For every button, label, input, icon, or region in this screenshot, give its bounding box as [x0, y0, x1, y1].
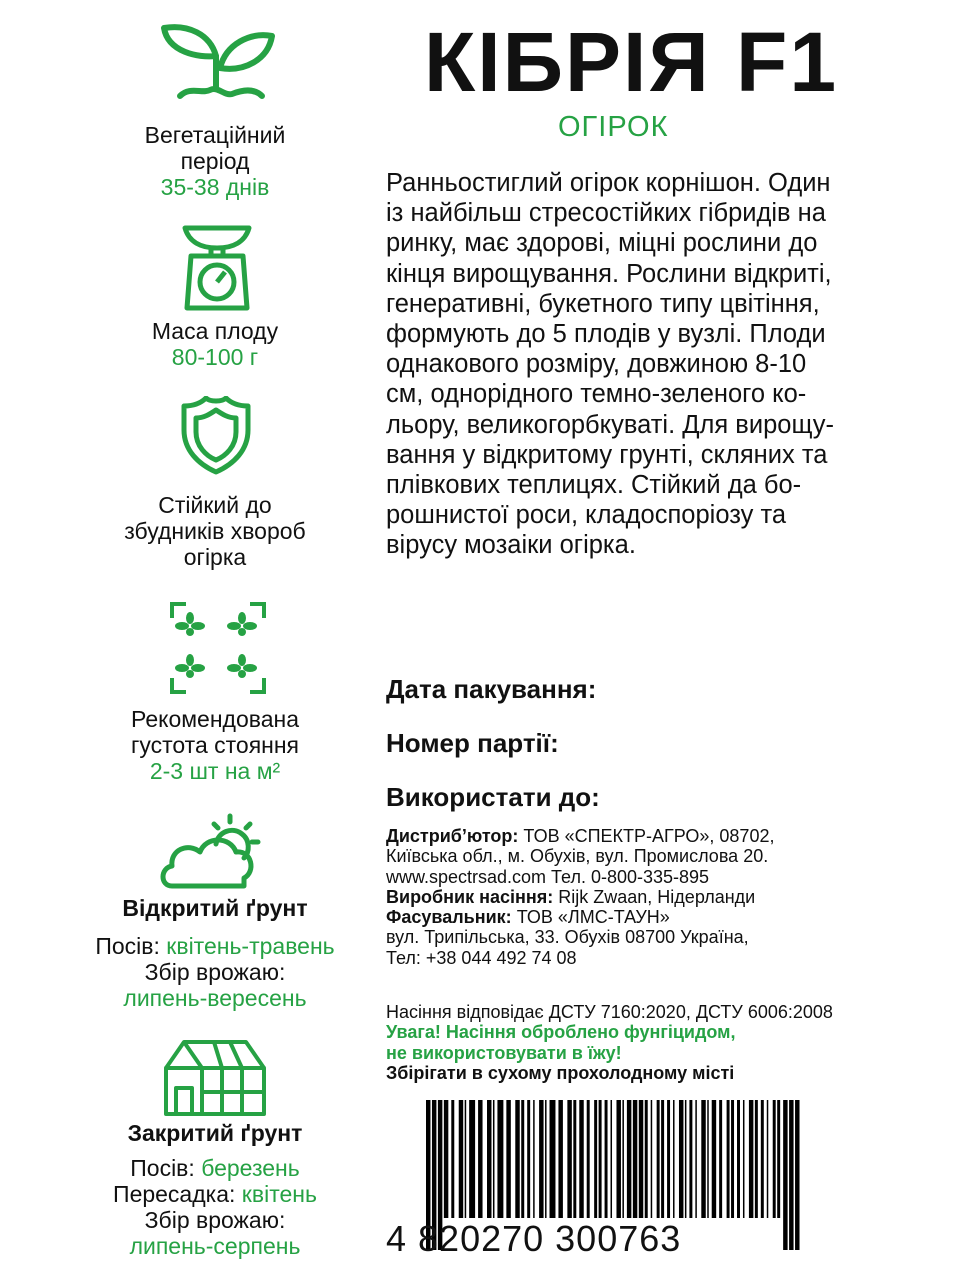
- desc-line: рошнистої роси, кладоспоріозу та: [386, 501, 787, 530]
- distributor-address: Київська обл., м. Обухів, вул. Промислова 20.: [386, 846, 769, 867]
- packer-address: вул. Трипільська, 33. Обухів 08700 Україна,: [386, 927, 749, 948]
- desc-line: льору, великогорбкуваті. Для вирощу-: [386, 410, 834, 439]
- feature-column: [0, 0, 430, 1266]
- barcode-bar: [773, 1100, 776, 1218]
- barcode-bar: [777, 1100, 780, 1218]
- batch-number-field: Номер партії:: [386, 728, 559, 758]
- product-title: КІБРІЯ F1: [424, 15, 839, 109]
- barcode-bar: [707, 1100, 709, 1218]
- open-harvest-label: Збір врожаю:: [144, 959, 286, 985]
- distributor-label: Дистриб’ютор:: [386, 826, 519, 846]
- barcode-bar: [527, 1100, 530, 1218]
- vegetation-value: 35-38 днів: [160, 174, 270, 200]
- closed-transplant-label: Пересадка:: [113, 1181, 236, 1207]
- barcode-bar: [550, 1100, 556, 1218]
- closed-sow-label: Посів:: [130, 1155, 195, 1181]
- vegetation-label-2: період: [180, 148, 250, 174]
- barcode-bar: [712, 1100, 716, 1218]
- producer-label: Виробник насіння:: [386, 886, 554, 907]
- barcode-bar: [451, 1100, 454, 1218]
- product-subtitle: ОГІРОК: [558, 111, 669, 143]
- barcode-bar: [761, 1100, 764, 1218]
- desc-line: із найбільш стресостійких гібридів на: [386, 199, 826, 228]
- barcode-bar: [558, 1100, 562, 1218]
- density-label-1: Рекомендована: [131, 706, 299, 732]
- product-description: [386, 168, 886, 561]
- packer-label: Фасувальник:: [386, 907, 512, 928]
- open-sow-value: квітень-травень: [166, 933, 335, 959]
- barcode-bar: [539, 1100, 543, 1218]
- closed-sow-row: [0, 1155, 430, 1181]
- barcode-bar: [605, 1100, 608, 1218]
- packer-phone: Тел: +38 044 492 74 08: [386, 947, 577, 968]
- resist-label-2: збудників хвороб: [124, 518, 306, 544]
- sun-cloud-icon: [158, 812, 270, 892]
- closed-transplant-value: квітень: [241, 1181, 317, 1207]
- barcode-bar: [695, 1100, 697, 1218]
- desc-line: плівкових теплицях. Стійкий да бо-: [386, 471, 802, 500]
- barcode-bar: [627, 1100, 631, 1218]
- barcode-bar: [515, 1100, 519, 1218]
- open-sow-row: [0, 933, 430, 959]
- barcode-bar: [459, 1100, 463, 1218]
- open-ground-title: Відкритий ґрунт: [122, 895, 308, 921]
- barcode-bar: [701, 1100, 705, 1218]
- barcode-bar: [533, 1100, 535, 1218]
- desc-line: кінця вирощування. Рослини відкриті,: [386, 259, 832, 288]
- barcode-bar: [755, 1100, 758, 1218]
- desc-line: см, однорідного темно-зеленого ко-: [386, 380, 807, 409]
- barcode-number: 4 820270 300763: [386, 1218, 682, 1259]
- desc-line: ринку, має здорові, міцні рослини до: [386, 229, 818, 258]
- use-by-field: Використати до:: [386, 782, 600, 812]
- sprout-icon: [158, 18, 278, 103]
- desc-line: вання у відкритому грунті, скляних та: [386, 440, 828, 469]
- barcode-bar: [767, 1100, 769, 1218]
- desc-line: Ранньостиглий огірок корнішон. Один: [386, 169, 831, 197]
- barcode-bar: [645, 1100, 648, 1218]
- barcode-bar: [567, 1100, 571, 1218]
- producer-text: Rijk Zwaan, Нідерланди: [558, 886, 756, 907]
- mass-value: 80-100 г: [171, 344, 259, 370]
- warning-line-1: Увага! Насіння оброблено фунгіцидом,: [386, 1022, 736, 1043]
- barcode-bar: [727, 1100, 730, 1218]
- barcode-bar: [719, 1100, 722, 1218]
- open-harvest-value: липень-вересень: [123, 985, 307, 1011]
- pack-date-field: Дата пакування:: [386, 674, 597, 704]
- barcode-bar: [594, 1100, 597, 1218]
- standards-text: Насіння відповідає ДСТУ 7160:2020, ДСТУ 6006:2008: [386, 1002, 833, 1022]
- resist-label-3: огірка: [183, 544, 247, 570]
- barcode-bar: [737, 1100, 740, 1218]
- density-value: 2-3 шт на м²: [149, 758, 281, 784]
- barcode-bar: [749, 1100, 753, 1218]
- barcode-bar: [689, 1100, 692, 1218]
- greenhouse-icon: [162, 1038, 268, 1118]
- barcode-bar: [521, 1100, 524, 1218]
- barcode-bar: [444, 1100, 448, 1218]
- closed-transplant-row: [0, 1181, 430, 1207]
- barcode-bar: [673, 1100, 675, 1218]
- barcode-bar: [478, 1100, 482, 1218]
- barcode-bar: [633, 1100, 637, 1218]
- desc-line: вірусу мозаіки огірка.: [386, 531, 636, 560]
- storage-text: Збірігати в сухому прохолодному місті: [386, 1062, 735, 1083]
- closed-harvest-value: липень-серпень: [129, 1233, 301, 1259]
- barcode-bar: [679, 1100, 683, 1218]
- barcode-bar: [661, 1100, 664, 1218]
- barcode-bar: [587, 1100, 590, 1218]
- plant-spacing-icon: [170, 602, 266, 694]
- standards-block: [386, 1002, 916, 1083]
- company-info: [386, 826, 906, 968]
- desc-line: однакового розміру, довжиною 8-10: [386, 350, 807, 379]
- barcode-bar: [465, 1100, 467, 1218]
- mass-label: Маса плоду: [151, 318, 279, 344]
- closed-sow-value: березень: [201, 1155, 300, 1181]
- barcode-bar: [651, 1100, 653, 1218]
- barcode-bar: [639, 1100, 643, 1218]
- barcode-bar: [573, 1100, 576, 1218]
- barcode-bar: [622, 1100, 624, 1218]
- barcode-bar: [506, 1100, 510, 1218]
- packer-text: ТОВ «ЛМС-ТАУН»: [516, 907, 670, 928]
- desc-line: генеративні, букетного типу цвітіння,: [386, 289, 820, 318]
- vegetation-label: Вегетаційний: [144, 122, 286, 148]
- barcode-bar: [667, 1100, 670, 1218]
- barcode-bar: [685, 1100, 687, 1218]
- barcode-bar: [616, 1100, 620, 1218]
- barcode-bar: [545, 1100, 547, 1218]
- closed-ground-title: Закритий ґрунт: [127, 1120, 303, 1146]
- barcode-bar: [469, 1100, 475, 1218]
- desc-line: формують до 5 плодів у вузлі. Плоди: [386, 320, 826, 349]
- barcode-bar: [599, 1100, 602, 1218]
- warning-line-2: не використовувати в їжу!: [386, 1042, 622, 1063]
- barcode-bar: [743, 1100, 745, 1218]
- barcode-bar: [611, 1100, 613, 1218]
- barcode-bar: [579, 1100, 583, 1218]
- open-sow-label: Посів:: [95, 933, 160, 959]
- barcode-bar: [497, 1100, 503, 1218]
- density-label-2: густота стояння: [130, 732, 300, 758]
- scale-icon: [181, 222, 253, 314]
- shield-icon: [180, 396, 252, 476]
- distributor-contacts: www.spectrsad.com Тел. 0-800-335-895: [386, 866, 710, 887]
- closed-harvest-label: Збір врожаю:: [144, 1207, 286, 1233]
- barcode-bar: [657, 1100, 660, 1218]
- barcode-bar: [487, 1100, 491, 1218]
- barcode-bar: [493, 1100, 495, 1218]
- distributor-text: ТОВ «СПЕКТР-АГРО», 08702,: [523, 826, 775, 846]
- barcode-bar: [731, 1100, 734, 1218]
- resist-label-1: Стійкий до: [158, 492, 272, 518]
